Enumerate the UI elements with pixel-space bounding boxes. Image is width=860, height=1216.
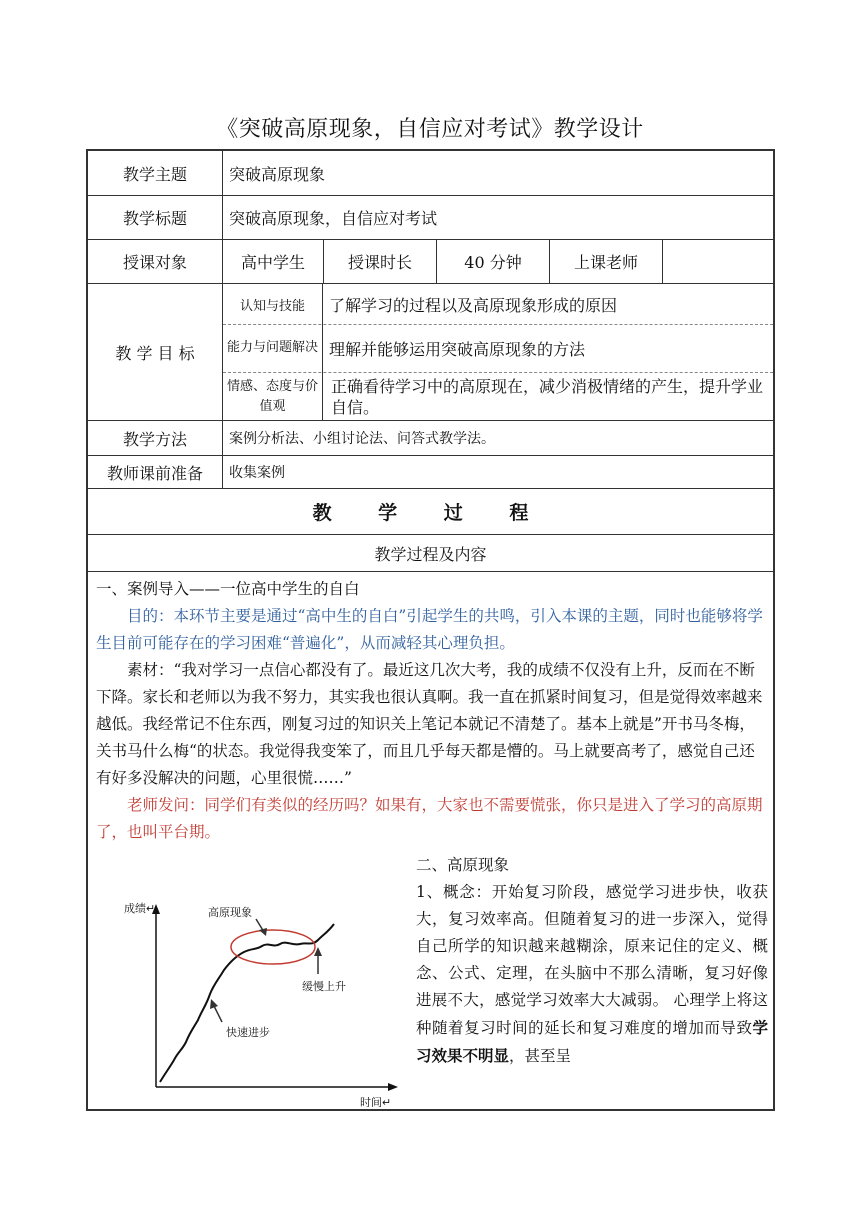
row-goals [88,284,773,421]
row-process-title [88,489,773,535]
fast-progress-arrow [214,1006,222,1022]
goals-subtable [223,284,773,421]
duration-label: 授课时长 [324,240,437,283]
fast-progress-arrowhead [210,999,218,1009]
prep-value: 收集案例 [229,465,285,481]
theme-value: 突破高原现象 [229,164,326,184]
prep-label: 教师课前准备 [88,456,223,488]
duration-value: 40 分钟 [437,240,550,283]
y-axis-label: 成绩↵ [124,903,156,915]
process-subtitle: 教学过程及内容 [374,544,487,564]
theme-label: 教学主题 [88,151,223,195]
section-1-teacher-question: 老师发问：同学们有类似的经历吗？如果有，大家也不需要慌张，你只是进入了学习的高原期了，也叫平台期。 [96,796,763,841]
plateau-diagram [96,882,406,1107]
row-prep [88,456,773,489]
topic-value: 突破高原现象，自信应对考试 [229,209,438,228]
x-axis-label: 时间↵ [360,1097,392,1107]
row-topic [88,196,773,240]
method-label: 教学方法 [88,421,223,455]
goal-category-1: 认知与技能 [223,284,323,324]
row-process-sub [88,535,773,572]
row-method [88,421,773,456]
goal-category-3: 情感、态度与价值观 [223,372,323,421]
goals-label: 教 学 目 标 [88,284,223,420]
slow-rise-label: 缓慢上升 [302,981,346,993]
audience-label: 授课对象 [88,240,223,283]
topic-label: 教学标题 [88,196,223,239]
goal-text-3: 正确看待学习中的高原现在，减少消极情绪的产生，提升学业自信。 [331,376,764,417]
section-1-material: 素材：“我对学习一点信心都没有了。最近这几次大考，我的成绩不仅没有上升，反而在不断下降。家长和老师以为我不努力，其实我也很认真啊。我一直在抓紧时间复习，但是觉得效率越来越低。我经常记不住东西，刚复习过的知识关上笔记本就记不清楚了。基本上就是”开书马冬梅，关书马什么梅“的状态。我觉得我变笨了，而且几乎每天都是懵的。马上就要高考了，感觉自己还有好多没解决的问题，心里很慌……” [96,661,763,787]
lesson-plan-table [86,149,775,1111]
concept-text-b: ，甚至呈 [509,1047,572,1065]
concept-text-a: 1、概念：开始复习阶段，感觉学习进步快，收获大，复习效率高。但随着复习的进一步深入，觉得自己所学的知识越来越糊涂，原来记住的定义、概念、公式、定理，在头脑中不那么清晰，复习好像进展不大，感觉学习效率大大减弱。 心理学上将这种随着复习时间的延长和复习难度的增加而导致 [416,883,768,1037]
goal-row-2 [223,324,773,373]
method-value: 案例分析法、小组讨论法、问答式教学法。 [229,431,495,447]
goal-category-2: 能力与问题解决 [223,324,323,372]
x-axis-arrow [388,1083,398,1091]
section-1-purpose: 目的：本环节主要是通过“高中生的自白”引起学生的共鸣，引入本课的主题，同时也能够将学生目前可能存在的学习困难“普遍化”，从而减轻其心理负担。 [96,607,763,652]
learning-curve [160,924,334,1082]
process-title: 教 学 过 程 [312,502,549,524]
audience-value: 高中学生 [223,240,324,283]
document-title: 《突破高原现象，自信应对考试》教学设计 [216,117,644,142]
goal-row-3 [223,372,773,421]
section-2-concept [416,879,768,1070]
plateau-arrowhead [259,928,267,936]
goal-text-2: 理解并能够运用突破高原现象的方法 [329,339,586,359]
plateau-ellipse [231,930,315,964]
plateau-label: 高原现象 [208,907,252,919]
teacher-value [663,240,773,283]
section-1-heading: 一、案例导入——一位高中学生的自白 [96,580,360,598]
section-2-heading: 二、高原现象 [416,856,510,874]
row-theme [88,151,773,196]
goal-row-1 [223,284,773,325]
goal-text-1: 了解学习的过程以及高原现象形成的原因 [329,295,618,315]
process-content [88,572,773,1109]
row-audience [88,240,773,284]
fast-progress-label: 快速进步 [226,1027,270,1039]
teacher-label: 上课老师 [550,240,663,283]
concept-text-bold: 学习效果不明显 [416,1018,768,1065]
